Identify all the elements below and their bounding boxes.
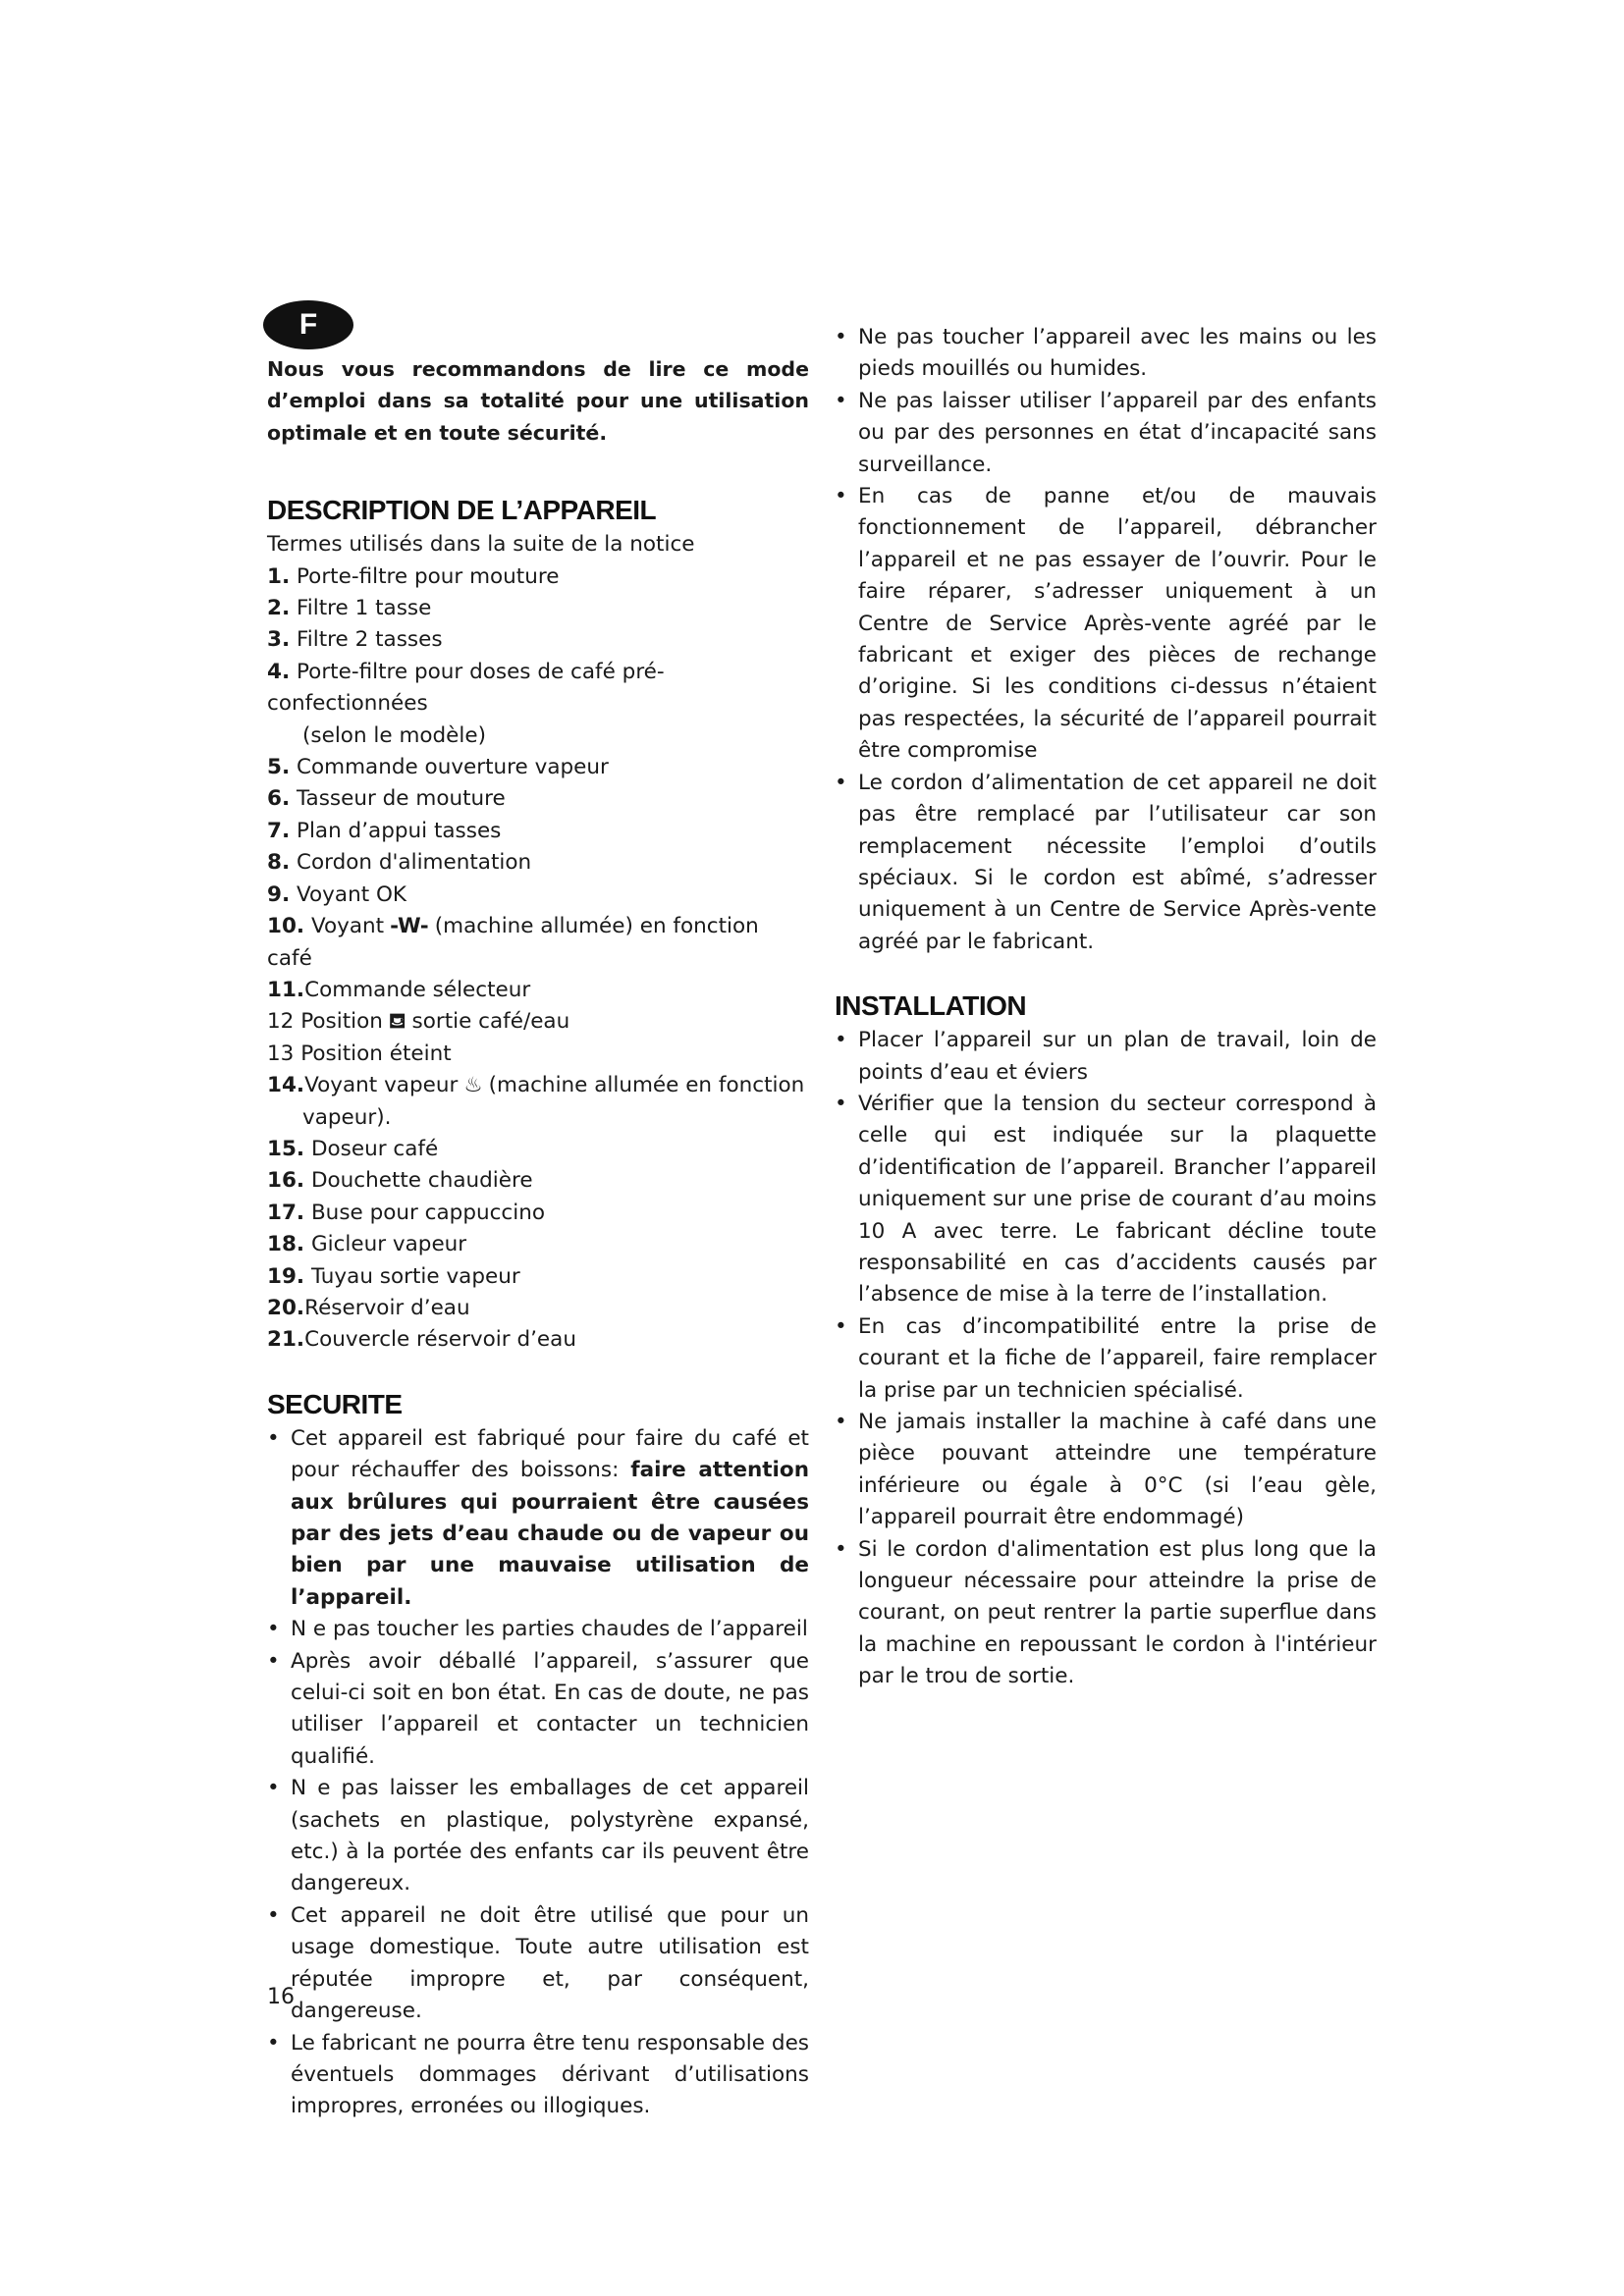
description-subtitle: Termes utilisés dans la suite de la notice [267, 532, 695, 558]
list-item: 16. Douchette chaudière [267, 1168, 533, 1194]
list-item: 9. Voyant OK [267, 881, 406, 907]
securite-list [267, 1423, 809, 2123]
right-column [835, 322, 1377, 1693]
list-item: 7. Plan d’appui tasses [267, 818, 502, 843]
list-item: • N e pas toucher les parties chaudes de l’appareil [267, 1614, 809, 1645]
list-item: 11.Commande sélecteur [267, 977, 531, 1002]
list-item: 2. Filtre 1 tasse [267, 596, 432, 621]
list-item: • Cet appareil ne doit être utilisé que pour un usage domestique. Toute autre utilisation est réputée impropre et, par conséquent, dangereuse. [267, 1900, 809, 2028]
list-item: 5. Commande ouverture vapeur [267, 755, 609, 780]
list-item: • Vérifier que la tension du secteur correspond à celle qui est indiquée sur la plaquette d’identification de l’appareil. Brancher l’appareil uniquement sur une prise de courant d’au moins 10 A avec terre. Le fabricant décline toute responsabilité en cas d’accidents causés par l’absence de mise à la terre de l’installation. [835, 1089, 1377, 1311]
list-item: • Placer l’appareil sur un plan de travail, loin de points d’eau et éviers [835, 1025, 1377, 1089]
list-item: • Le cordon d’alimentation de cet appareil ne doit pas être remplacé par l’utilisateur car son remplacement nécessite l’emploi d’outils spéciaux. Si le cordon est abîmé, s’adresser uniquement à un Centre de Service Après-vente agréé par le fabricant. [835, 768, 1377, 958]
coffee-water-icon: ⛾ [388, 1009, 406, 1035]
language-badge: F [263, 300, 353, 349]
list-item: • Après avoir déballé l’appareil, s’assurer que celui-ci soit en bon état. En cas de doute, ne pas utiliser l’appareil et contacter un technicien qualifié. [267, 1646, 809, 1774]
heater-icon: -W- [390, 914, 429, 939]
list-item: • En cas de panne et/ou de mauvais fonctionnement de l’appareil, débrancher l’appareil et ne pas essayer de l’ouvrir. Pour le faire réparer, s’adresser uniquement à un Centre de Service Après-vente agréé par le fabricant et exiger des pièces de rechange d’origine. Si les conditions ci-dessus n’étaient pas respectées, la sécurité de l’appareil pourrait être compromise [835, 481, 1377, 768]
list-item: 14.Voyant vapeur ♨ (machine allumée en fonction vapeur). [267, 1070, 809, 1134]
list-item: • Si le cordon d'alimentation est plus long que la longueur nécessaire pour atteindre la prise de courant, on peut rentrer la partie superflue dans la machine en repoussant le cordon à l'intérieur par le trou de sortie. [835, 1534, 1377, 1693]
list-item: • Ne jamais installer la machine à café dans une pièce pouvant atteindre une température inférieure ou égale à 0°C (si l’eau gèle, l’appareil pourrait être endommagé) [835, 1407, 1377, 1534]
securite-title: SECURITE [267, 1388, 403, 1419]
list-item: 19. Tuyau sortie vapeur [267, 1263, 520, 1289]
steam-icon: ♨ [463, 1073, 483, 1098]
list-item: 21.Couvercle réservoir d’eau [267, 1327, 576, 1353]
list-item: • Ne pas laisser utiliser l’appareil par des enfants ou par des personnes en état d’incapacité sans surveillance. [835, 386, 1377, 481]
list-item: 20.Réservoir d’eau [267, 1295, 470, 1320]
list-item: 17. Buse pour cappuccino [267, 1200, 545, 1225]
list-item: 4. Porte-filtre pour doses de café pré-confectionnées (selon le modèle) [267, 659, 665, 748]
description-title: DESCRIPTION DE L’APPAREIL [267, 495, 657, 526]
page-number: 16 [267, 1985, 295, 2009]
list-item: 8. Cordon d'alimentation [267, 850, 532, 876]
list-item: 1. Porte-filtre pour mouture [267, 563, 560, 589]
left-column [267, 353, 809, 2123]
list-item: • En cas d’incompatibilité entre la prise de courant et la fiche de l’appareil, faire remplacer la prise par un technicien spécialisé. [835, 1311, 1377, 1407]
installation-list [835, 1025, 1377, 1693]
parts-list [267, 561, 809, 1357]
list-item: 12 Position ⛾ sortie café/eau [267, 1006, 809, 1038]
list-item: • Cet appareil est fabriqué pour faire du café et pour réchauffer des boissons: faire attention aux brûlures qui pourraient être causées par des jets d’eau chaude ou de vapeur ou bien par une mauvaise utilisation de l’appareil. [267, 1423, 809, 1614]
list-item: 3. Filtre 2 tasses [267, 627, 443, 653]
installation-title: INSTALLATION [835, 990, 1027, 1022]
list-item: • Le fabricant ne pourra être tenu responsable des éventuels dommages dérivant d’utilisations impropres, erronées ou illogiques. [267, 2028, 809, 2123]
list-item: 18. Gicleur vapeur [267, 1232, 467, 1257]
intro-text: Nous vous recommandons de lire ce mode d’emploi dans sa totalité pour une utilisation optimale et en toute sécurité. [267, 357, 809, 445]
list-item: • N e pas laisser les emballages de cet appareil (sachets en plastique, polystyrène expansé, etc.) à la portée des enfants car ils peuvent être dangereux. [267, 1773, 809, 1900]
list-item: 10. Voyant -W- (machine allumée) en fonction café [267, 911, 809, 975]
list-item: 6. Tasseur de mouture [267, 786, 506, 812]
list-item: 15. Doseur café [267, 1136, 439, 1161]
list-item: 13 Position éteint [267, 1041, 452, 1066]
securite-list-continued [835, 322, 1377, 958]
list-item: • Ne pas toucher l’appareil avec les mains ou les pieds mouillés ou humides. [835, 322, 1377, 386]
